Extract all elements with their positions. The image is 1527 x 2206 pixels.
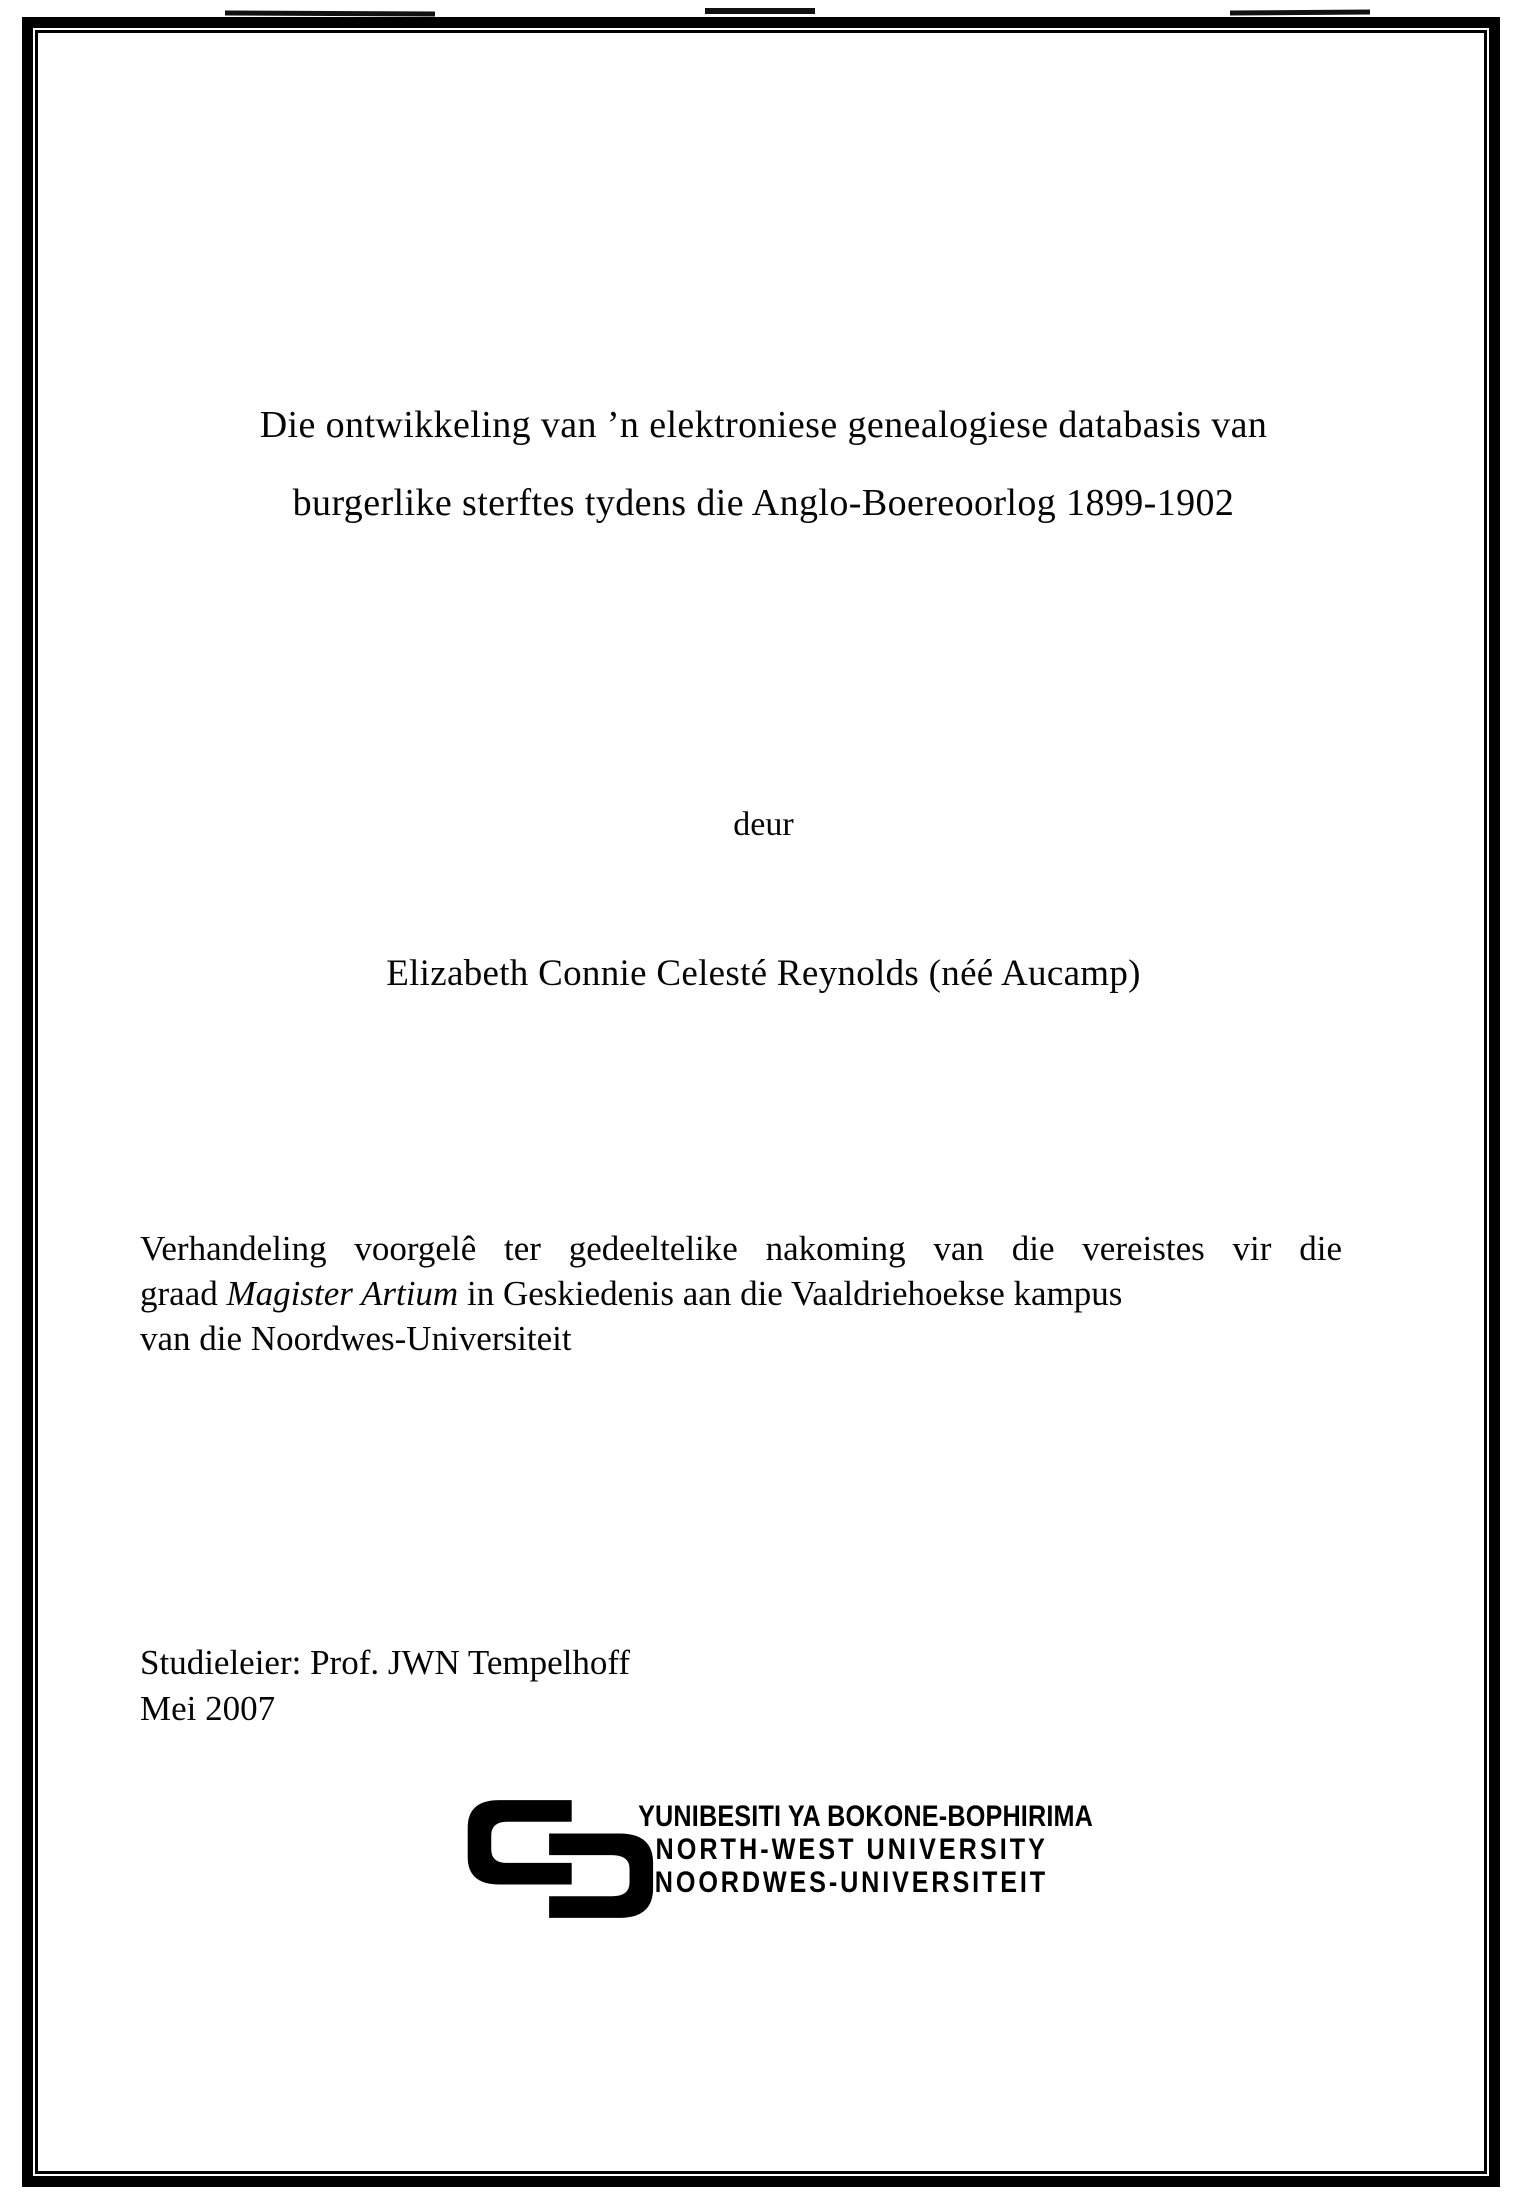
supervisor-block: [140, 1640, 630, 1732]
document-title-line2: burgerlike sterftes tydens die Anglo-Boereoorlog 1899-1902: [292, 482, 1235, 524]
degree-statement-line2-post: in Geskiedenis aan die Vaaldriehoekse kampus: [458, 1274, 1123, 1313]
document-title: [80, 386, 1447, 542]
nwu-logo-line-setswana: YUNIBESITI YA BOKONE-BOPHIRIMA: [638, 1800, 1094, 1833]
supervisor-line: Studieleier: Prof. JWN Tempelhoff: [140, 1643, 631, 1682]
degree-statement-line2: [140, 1271, 1342, 1316]
scan-artifact: [705, 8, 815, 14]
scan-artifact: [225, 10, 435, 16]
degree-name-italic: Magister Artium: [226, 1274, 459, 1313]
degree-statement-line1: Verhandeling voorgelê ter gedeeltelike nakoming van die vereistes vir die: [140, 1229, 1342, 1268]
scan-artifact: [1230, 10, 1370, 16]
nwu-logo-line-afrikaans: NOORDWES-UNIVERSITEIT: [654, 1866, 1048, 1899]
author-name: Elizabeth Connie Celesté Reynolds (néé Aucamp): [386, 953, 1141, 994]
degree-statement: [140, 1226, 1342, 1361]
date-line: Mei 2007: [140, 1689, 276, 1728]
nwu-logo-icon: [452, 1795, 658, 1923]
nwu-logo-wordmark: [638, 1800, 1094, 1899]
byline: deur: [733, 806, 794, 843]
degree-statement-line2-pre: graad: [140, 1274, 227, 1313]
document-title-line1: Die ontwikkeling van ’n elektroniese genealogiese databasis van: [259, 404, 1268, 446]
nwu-logo-line-english: NORTH-WEST UNIVERSITY: [655, 1833, 1048, 1866]
degree-statement-line3: van die Noordwes-Universiteit: [140, 1319, 572, 1358]
